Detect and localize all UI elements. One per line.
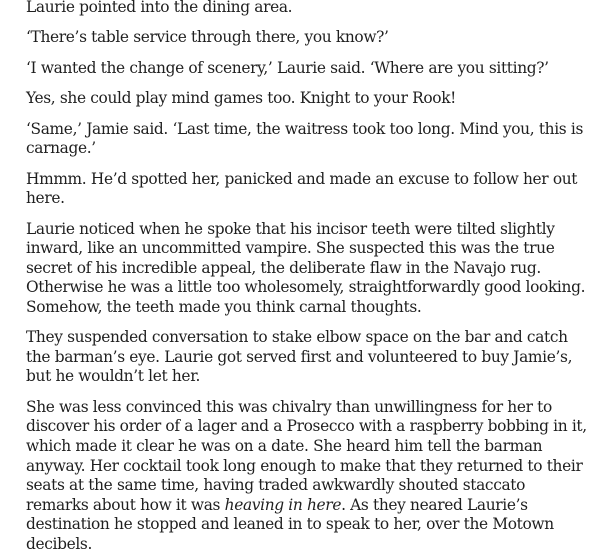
paragraph: ‘I wanted the change of scenery,’ Laurie said. ‘Where are you sitting?’	[26, 58, 549, 77]
emphasized-text: heaving in here	[224, 495, 342, 514]
paragraph: They suspended conversation to stake elbow space on the bar and catch the barman’s eye. Laurie got served first and volunteered to buy Jamie’s, but he wouldn’t let her.	[26, 328, 573, 386]
paragraph	[26, 398, 590, 555]
paragraph: Yes, she could play mind games too. Knight to your Rook!	[26, 89, 457, 108]
paragraph-text: She was less convinced this was chivalry than unwillingness for her to discover his order of a lager and a Prosecco with a raspberry bobbing in it, which made it clear he was on a date. She heard him tell the barman anyway. Her cocktail took long enough to make that they returned to their seats at the same time, having traded awkwardly shouted staccato remarks about how it was	[26, 397, 587, 514]
paragraph: ‘Same,’ Jamie said. ‘Last time, the waitress took too long. Mind you, this is carnage.’	[26, 119, 584, 158]
paragraph: ‘There’s table service through there, you know?’	[26, 28, 389, 47]
paragraph: Laurie noticed when he spoke that his incisor teeth were tilted slightly inward, like an uncommitted vampire. She suspected this was the true secret of his incredible appeal, the deliberate flaw in the Navajo rug. Otherwise he was a little too wholesomely, straightforwardly good looking. Somehow, the teeth made you think carnal thoughts.	[26, 219, 586, 316]
paragraph-text: . As they neared Laurie’s destination he stopped and leaned in to speak to her, over the Motown decibels.	[26, 495, 554, 554]
paragraph: Laurie pointed into the dining area.	[26, 0, 293, 16]
paragraph: Hmmm. He’d spotted her, panicked and made an excuse to follow her out here.	[26, 169, 578, 208]
